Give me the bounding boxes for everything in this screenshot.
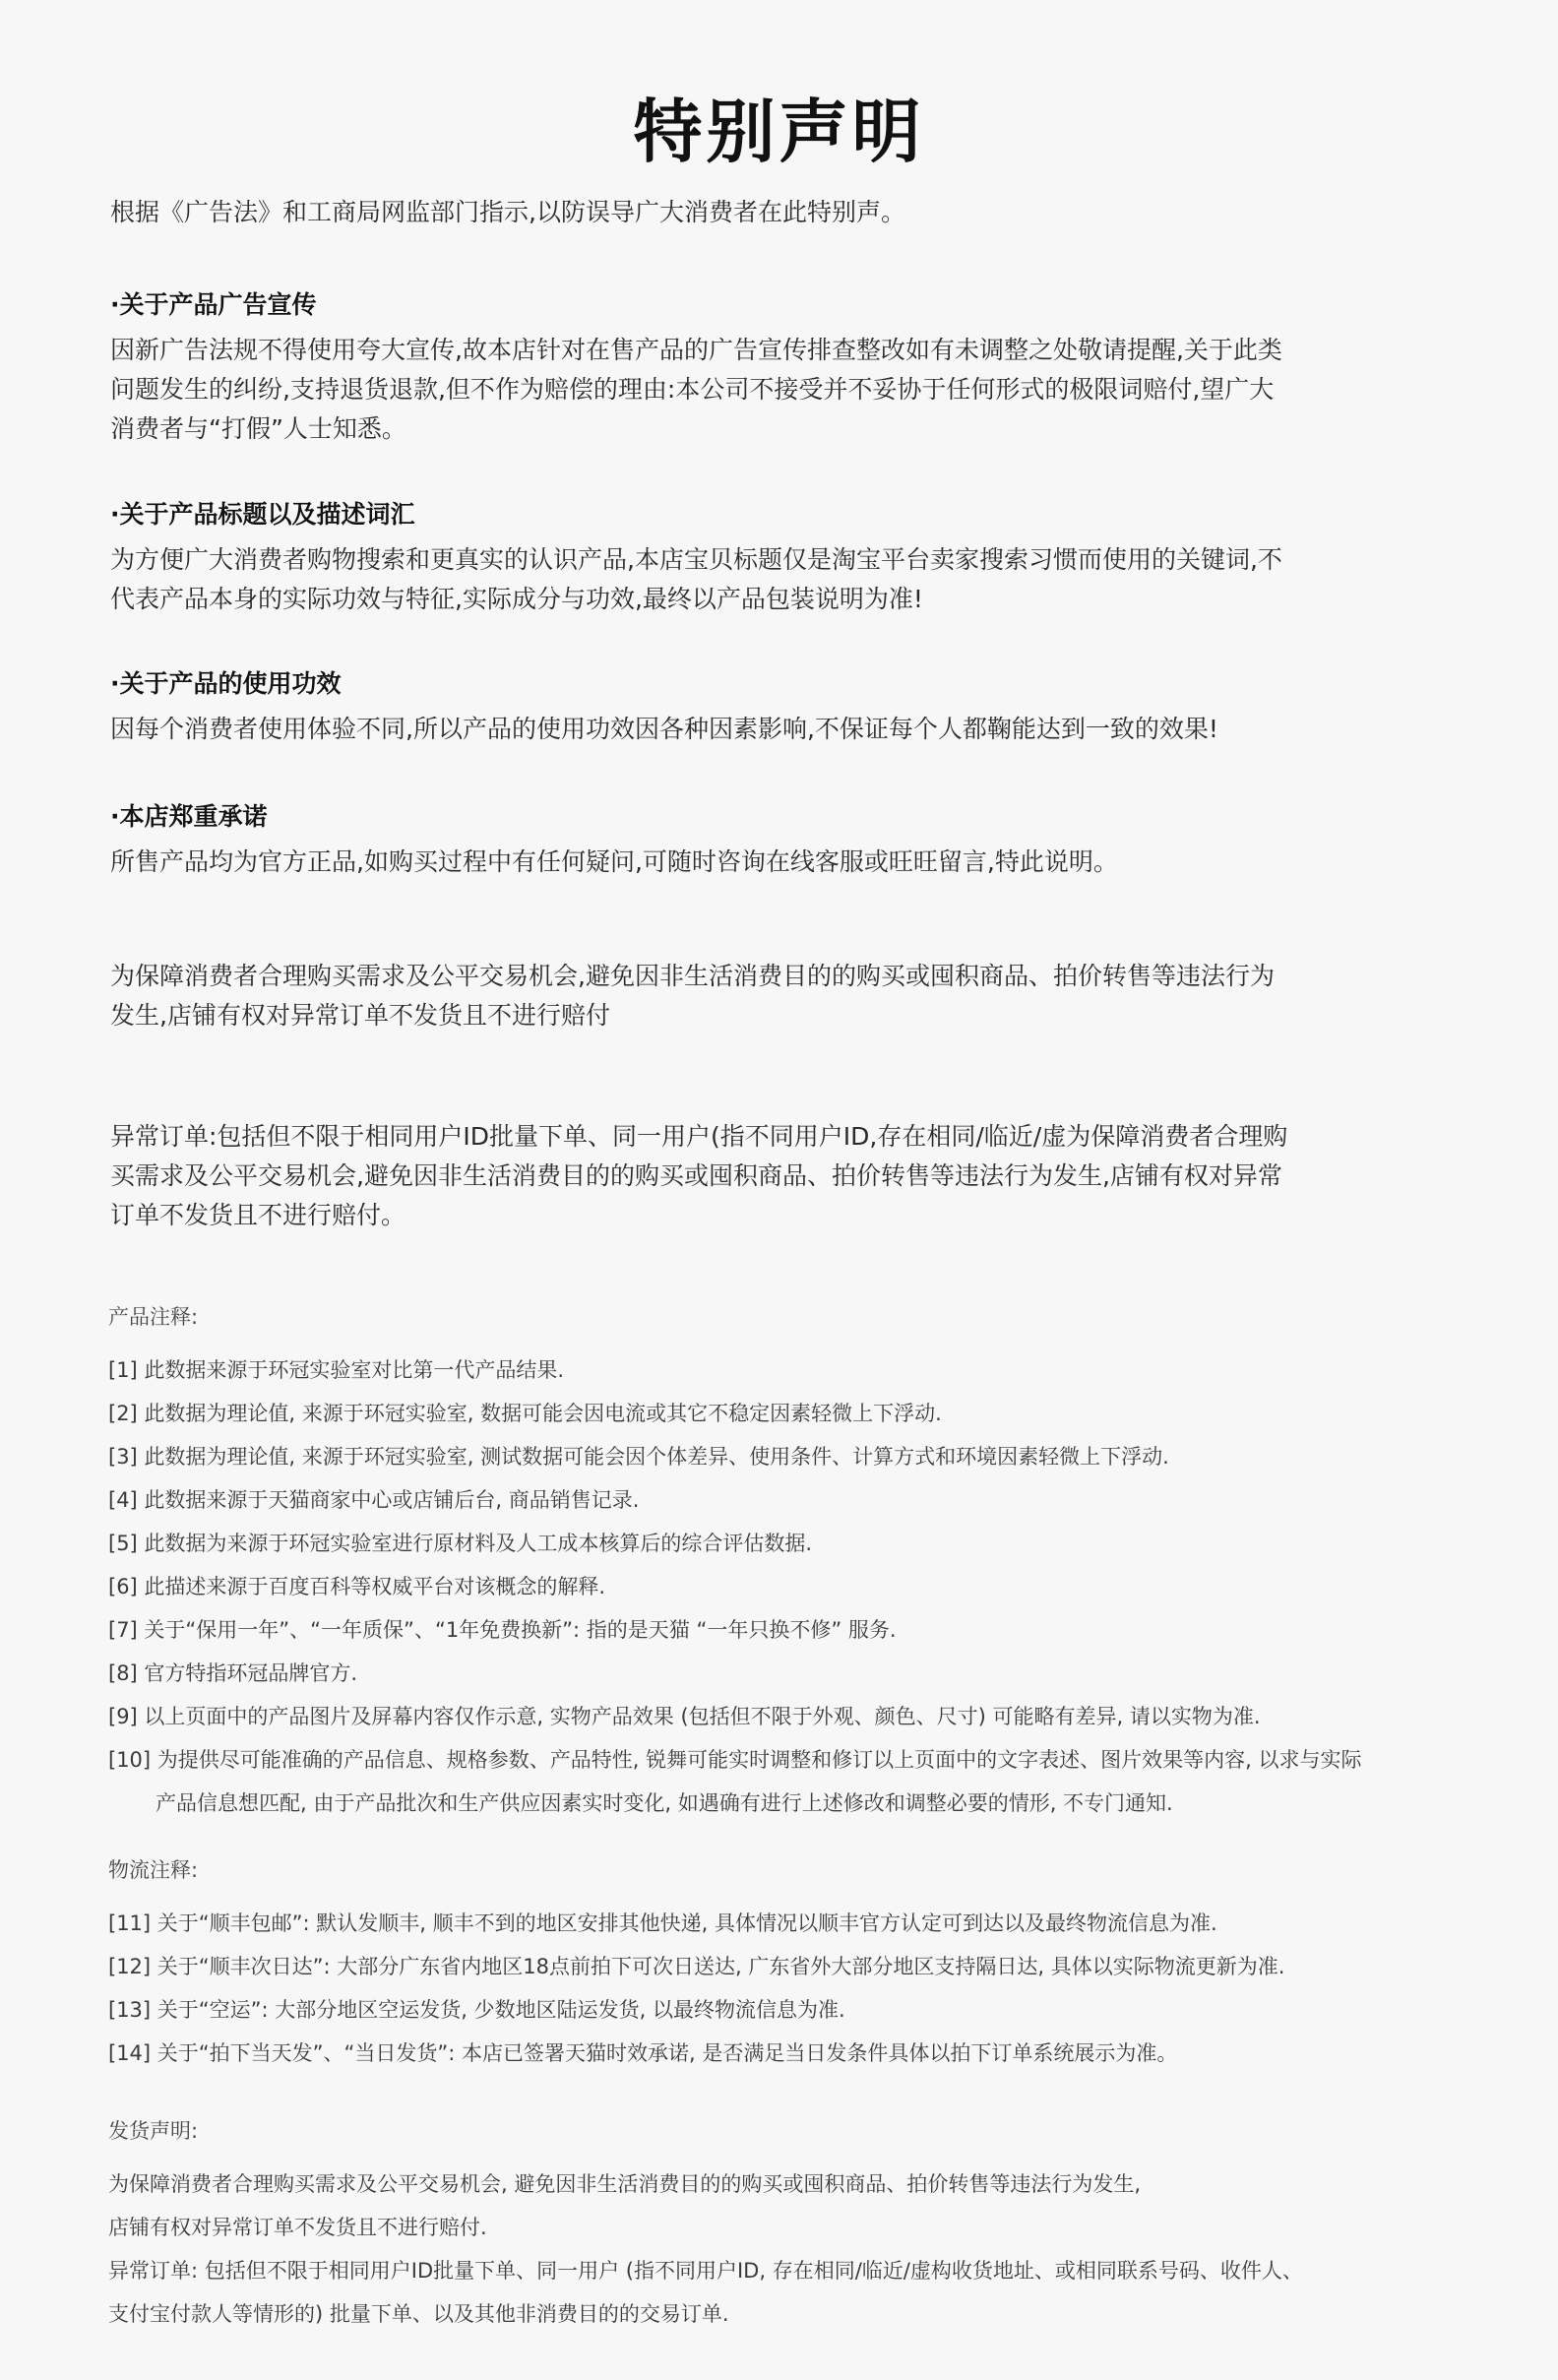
note-item: [1] 此数据来源于环冠实验室对比第一代产品结果. <box>108 1358 565 1382</box>
section-body <box>110 843 1390 882</box>
product-notes-heading: 产品注释: <box>108 1305 199 1329</box>
note-item: [9] 以上页面中的产品图片及屏幕内容仅作示意, 实物产品效果 (包括但不限于外观、颜色、尺寸) 可能略有差异, 请以实物为准. <box>108 1705 1261 1728</box>
section-body <box>110 710 1390 749</box>
body-line: 所售产品均为官方正品,如购买过程中有任何疑问,可随时咨询在线客服或旺旺留言,特此说明。 <box>110 847 1118 876</box>
section-heading: ·关于产品标题以及描述词汇 <box>110 500 415 529</box>
logistics-notes-list <box>108 1902 1526 2075</box>
body-line: 店铺有权对异常订单不发货且不进行赔付. <box>108 2216 487 2239</box>
note-item: [11] 关于“顺丰包邮”: 默认发顺丰, 顺丰不到的地区安排其他快递, 具体情况以顺丰官方认定可到达以及最终物流信息为准. <box>108 1911 1217 1935</box>
shipping-heading: 发货声明: <box>108 2119 199 2143</box>
page-title: 特别声明 <box>633 92 925 172</box>
body-line: 为方便广大消费者购物搜索和更真实的认识产品,本店宝贝标题仅是淘宝平台卖家搜索习惯而使用的关键词,不 <box>110 545 1282 574</box>
body-line: 问题发生的纠纷,支持退货退款,但不作为赔偿的理由:本公司不接受并不妥协于任何形式的极限词赔付,望广大 <box>110 375 1275 404</box>
body-line: 因新广告法规不得使用夸大宣传,故本店针对在售产品的广告宣传排查整改如有未调整之处敬请提醒,关于此类 <box>110 336 1282 364</box>
section-title-description <box>110 495 1390 619</box>
note-item: [6] 此描述来源于百度百科等权威平台对该概念的解释. <box>108 1575 606 1598</box>
section-heading: ·本店郑重承诺 <box>110 802 268 831</box>
body-line: 异常订单: 包括但不限于相同用户ID批量下单、同一用户 (指不同用户ID, 存在相同/临近/虚构收货地址、或相同联系号码、收件人、 <box>108 2259 1303 2283</box>
logistics-notes-heading: 物流注释: <box>108 1858 199 1882</box>
body-line: 代表产品本身的实际功效与特征,实际成分与功效,最终以产品包装说明为准! <box>110 585 923 613</box>
note-item: [2] 此数据为理论值, 来源于环冠实验室, 数据可能会因电流或其它不稳定因素轻微上下浮动. <box>108 1402 942 1425</box>
body-line: 发生,店铺有权对异常订单不发货且不进行赔付 <box>110 1001 610 1030</box>
body-line: 异常订单:包括但不限于相同用户ID批量下单、同一用户(指不同用户ID,存在相同/临近/虚为保障消费者合理购 <box>110 1122 1288 1151</box>
note-item: [13] 关于“空运”: 大部分地区空运发货, 少数地区陆运发货, 以最终物流信息为准. <box>108 1998 845 2022</box>
guarantee-body <box>110 957 1390 1035</box>
shipping-statement <box>108 2116 1526 2336</box>
shipping-body <box>108 2162 1526 2336</box>
body-line: 为保障消费者合理购买需求及公平交易机会,避免因非生活消费目的的购买或囤积商品、拍价转售等违法行为 <box>110 962 1275 990</box>
abnormal-body <box>110 1117 1390 1235</box>
product-notes <box>108 1302 1526 1825</box>
section-promise <box>110 797 1390 882</box>
body-line: 为保障消费者合理购买需求及公平交易机会, 避免因非生活消费目的的购买或囤积商品、拍价转售等违法行为发生, <box>108 2172 1142 2196</box>
logistics-notes <box>108 1855 1526 2075</box>
intro-text: 根据《广告法》和工商局网监部门指示,以防误导广大消费者在此特别声。 <box>110 198 905 226</box>
note-item: [5] 此数据为来源于环冠实验室进行原材料及人工成本核算后的综合评估数据. <box>108 1532 813 1555</box>
section-body <box>110 331 1390 449</box>
section-advertising <box>110 285 1390 449</box>
note-item-text: [10] 为提供尽可能准确的产品信息、规格参数、产品特性, 锐舞可能实时调整和修订以上页面中的文字表述、图片效果等内容, 以求与实际 <box>108 1748 1362 1772</box>
note-item-continuation: 产品信息想匹配, 由于产品批次和生产供应因素实时变化, 如遇确有进行上述修改和调整必要的情形, 不专门通知. <box>156 1791 1173 1815</box>
body-line: 支付宝付款人等情形的) 批量下单、以及其他非消费目的的交易订单. <box>108 2302 729 2326</box>
section-heading: ·关于产品的使用功效 <box>110 669 342 698</box>
guarantee-paragraph <box>110 957 1390 1035</box>
note-item: [4] 此数据来源于天猫商家中心或店铺后台, 商品销售记录. <box>108 1488 640 1512</box>
section-heading: ·关于产品广告宣传 <box>110 290 317 319</box>
body-line: 买需求及公平交易机会,避免因非生活消费目的的购买或囤积商品、拍价转售等违法行为发生,店铺有权对异常 <box>110 1161 1282 1190</box>
abnormal-order-paragraph <box>110 1117 1390 1235</box>
note-item: [3] 此数据为理论值, 来源于环冠实验室, 测试数据可能会因个体差异、使用条件、计算方式和环境因素轻微上下浮动. <box>108 1445 1169 1469</box>
note-item: [12] 关于“顺丰次日达”: 大部分广东省内地区18点前拍下可次日送达, 广东省外大部分地区支持隔日达, 具体以实际物流更新为准. <box>108 1955 1285 1978</box>
note-item: [7] 关于“保用一年”、“一年质保”、“1年免费换新”: 指的是天猫 “一年只换不修” 服务. <box>108 1618 897 1642</box>
section-body <box>110 540 1390 619</box>
body-line: 订单不发货且不进行赔付。 <box>110 1201 406 1229</box>
product-notes-list <box>108 1348 1526 1825</box>
section-efficacy <box>110 664 1390 749</box>
body-line: 因每个消费者使用体验不同,所以产品的使用功效因各种因素影响,不保证每个人都鞠能达到一致的效果! <box>110 715 1218 743</box>
body-line: 消费者与“打假”人士知悉。 <box>110 414 406 443</box>
note-item <box>108 1738 1526 1825</box>
note-item: [8] 官方特指环冠品牌官方. <box>108 1661 358 1685</box>
note-item: [14] 关于“拍下当天发”、“当日发货”: 本店已签署天猫时效承诺, 是否满足当日发条件具体以拍下订单系统展示为准。 <box>108 2041 1178 2065</box>
